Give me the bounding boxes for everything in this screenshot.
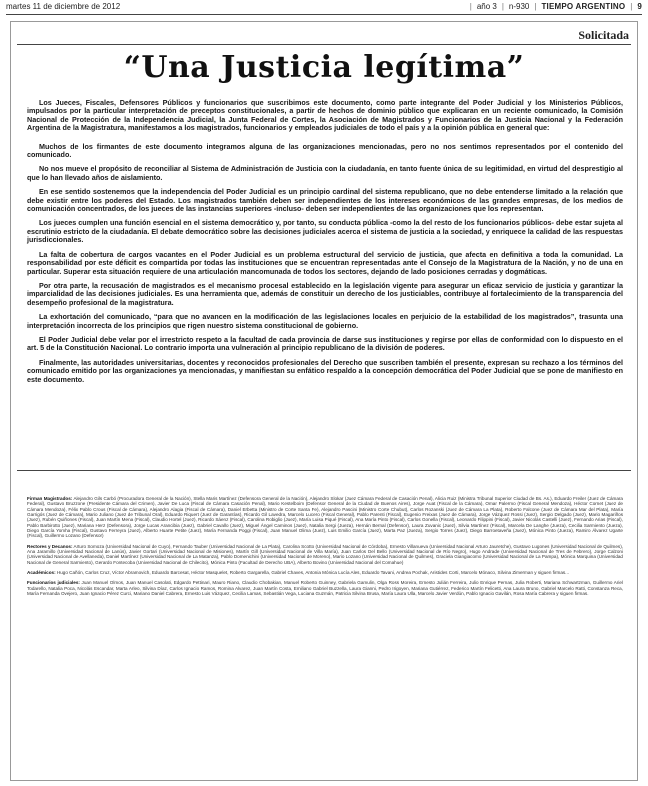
paragraph: Finalmente, las autoridades universitarias, docentes y reconocidos profesionales del Derecho que suscriben también el presente, expresan su rechazo a los términos del comunicado emitido por las organizaciones ya mencionadas, y manifiestan su enfático respaldo a la concepción democrática del Poder Judicial que se pone de manifiesto en este documento. xyxy=(27,357,623,384)
issue-date: martes 11 de diciembre de 2012 xyxy=(6,2,121,11)
signature-group-label: Funcionarios judiciales: xyxy=(27,580,80,586)
header-separator: | xyxy=(534,2,537,11)
paragraph: Por otra parte, la recusación de magistrados es el mecanismo procesal establecido en la legislación vigente para asegurar un eficaz servicio de justicia y garantizar la imparcialidad de las decisiones judiciales. Es una herramienta que, además de constituir un derecho de los justiciables, contribuye al fortalecimiento de la transparencia del desempeño profesional de la magistratura. xyxy=(27,280,623,307)
paragraph: En ese sentido sostenemos que la independencia del Poder Judicial es un principio cardinal del sistema republicano, que no debe entenderse limitado a la relación que debe existir entre los poderes del Estado. Los magistrados también deben ser independientes de los intereses económicos de las grandes empresas, de los medios de comunicación concentrados, de los jueces de las instancias superiores -incluso- deben ser independientes de las organizaciones que los representan. xyxy=(27,187,623,214)
paragraph: Los Jueces, Fiscales, Defensores Públicos y funcionarios que suscribimos este documento, como parte integrante del Poder Judicial y los Ministerios Públicos, impulsados por la particular interpretación de preceptos constitucionales, a partir de hechos de dominio público que explicaran en un reciente comunicado, la Comisión Nacional de Protección de la Independencia Judicial, la Junta Federal de Cortes, la Asociación de Magistrados y Funcionarios de la Justicia Nacional y la Federación Argentina de la Magistratura, manifestamos a los magistrados, funcionarios y empleados judiciales de todo el país y a la opinión pública en general que: xyxy=(27,98,623,133)
signature-group xyxy=(27,580,623,596)
signature-group xyxy=(27,496,623,539)
paragraph: Muchos de los firmantes de este documento integramos alguna de las organizaciones mencionadas, pero no nos sentimos representados por el contenido del comunicado. xyxy=(27,141,623,160)
header-separator: | xyxy=(469,2,472,11)
signature-names: Hugo Cañón, Carlos Cruz, Víctor Abramovich, Eduardo Barcesat, Héctor Masquelet, Roberto Gargarella, Gabriel Chaves, Antonia Mónica Lucía Ales, Eduardo Tavani, Andrea Pochak, Aristides Corti, Marcelo Mónaco, Silvina Zimerman y siguen firmas... xyxy=(56,570,569,576)
signature-names: Juan Manuel Olmos, Juan Manuel Casolati, Edgardo Pettinari, Mauro Riano, Claudio Chobakian, Manuel Roberto Guinney, Gabriela Gamulin, Olga Ross Moreira, Ernesto Julián Ferreira, Julio Enrique Pernas, Julia Roberti, Mariana Schwartzman, Guillermo Ariel Todarello, Natalia Poca, Nicolás Escandar, Marta Arleo, Silvina Díaz, Carlos Ignacio Ramos, Romina Alvarez, Juan Martín Costa, Emiliano Gabriel Buzzella, Laura Gianni, Pedro Irigoyen, Mariana Gutiérrez, Federico Martín Felicetti, Ana Laura Bruno, Gabriel Marcelo Ratti, Constanza Reca, María Fernanda Ovejero, Juan Ignacio Pérez Curci, Mariano Daniel Cabrera, Ernesto Luis Vázquez, Cecilia Lamas, Sebastián Vega, Luciana Guzmán, Patricia Silvina Brusa, María Laura Ulla, Marcelo Javier Verdún, Pablo Ignacio Gavilán, Rosa María Cabrera y siguen firmas. xyxy=(27,580,623,597)
header-rule xyxy=(6,14,642,15)
signature-group xyxy=(27,544,623,565)
signature-group xyxy=(27,570,623,575)
ad-label: Solicitada xyxy=(578,28,629,42)
signature-group-label: Rectores y Decanos: xyxy=(27,543,73,549)
signature-names: Alejandro Gils Carbó (Procuradora General de la Nación), Stella Maris Martínez (Defensora General de la Nación), Alejandro Slokar (Juez Cámara Federal de Casación Penal), Alicia Ruiz (Ministra Tribunal Superior Ciudad de Bs. As.), Eduardo Freiler (Juez de Cámara Federal), Gustavo Bruzzone (Presidente Cámara del Crimen), Javier De Luca (Fiscal de Cámara Casación Penal), Mario Kestelboim (Defensor General de la Ciudad de Buenos Aires), Jorge Auat (Fiscal de la Cámara), Omar Palermo (Fiscal General Mendoza), Héctor Cornet (Juez de Cámara Mendoza), Félix Pablo Crous (Fiscal de Cámara), Alejandro Alagia (Fiscal de Cámara), Daniel Erbetta (Ministro de Corte Santa Fe), Alejandro Pascini (Ministro Corte Chubut), Carlos Rozanski (Juez de Cámara La Plata), Roberto Falcone (Juez de Cámara Mar del Plata), María Garrigós (Juez de Cámara), Mario Juliano (Juez de Tribunal Oral), Eduardo Riquert (Juez de Garantías), Ricardo Gil Lavedra, Marcelo Lucero (Fiscal General), Pablo Parenti (Fiscal), Eugenio Freixas (Juez de Cámara), Jorge Vázquez Rossi (Juez), Sergio Delgado (Juez), Mario Magariños (Juez), Rubén Quiñones (Fiscal), Juan Martín Mena (Fiscal), Claudio Hortel (Juez), Ricardo Sáenz (Fiscal), Carolina Robiglio (Juez), María Luisa Piqué (Fiscal), Ana María Pinto (Fiscal), Carlos Gonella (Fiscal), Leonardo Filippini (Fiscal), Javier Nicolás Castelli (Juez), Fernando Arias (Fiscal), Pablo Barbirotto (Juez), Mariana Herz (Defensora), Jorge Lucas Arancibia (Juez), Gabriel Cavallo (Juez), Miguel Ángel Caminos (Juez), Natalia Sergi (Jueza), Hernán Bernal (Defensor), Laura Zuvanic (Juez), Silvia Martínez (Fiscal), Marcela De Langhe (Jueza), Cecilia Sarmiento (Jueza), Diego García Yomha (Fiscal), Gustavo Ferreyra (Juez), Alberto Huarte Petite (Juez), María Fernanda Poggi (Fiscal), Juan Manuel Olima (Juez), Luis Emilio García (Juez), Marta Paz (Jueza), Sergio Torres (Juez), Diego Barroetaveña (Juez), Mónica Pinto (Jueza), Ramiro Álvarez Ugarte (Fiscal), Guillermo Lozano (Defensor) xyxy=(27,496,623,539)
ad-top-rule xyxy=(17,44,631,45)
ad-headline: “Una Justicia legítima” xyxy=(123,50,525,85)
paragraph: Los jueces cumplen una función esencial en el sistema democrático y, por tanto, su conducta pública -como la del resto de los funcionarios públicos- debe estar sujeta al escrutinio estricto de la ciudadanía. El debate democrático sobre las decisiones judiciales acerca el sistema de justicia a la sociedad, y enriquece la calidad de las respuestas jurisdiccionales. xyxy=(27,218,623,245)
signature-group-label: Académicos: xyxy=(27,570,56,576)
signatures-block xyxy=(27,496,623,602)
header-separator: | xyxy=(501,2,504,11)
paragraph: La exhortación del comunicado, “para que no avancen en la modificación de las legislaciones locales en perjuicio de la estabilidad de los magistrados”, trasunta una interpretación incorrecta de los principios que rigen nuestro sistema constitucional de gobierno. xyxy=(27,312,623,330)
page-number: 9 xyxy=(637,2,642,11)
solicitada-ad xyxy=(10,21,638,781)
header-separator: | xyxy=(630,2,633,11)
paragraph: El Poder Judicial debe velar por el irrestricto respeto a la facultad de cada provincia de darse sus instituciones y regirse por ellas de conformidad con lo dispuesto en el art. 5 de la Constitución Nacional. Lo contrario importa una vulneración al principio republicano de la división de poderes. xyxy=(27,334,623,353)
paragraph: La falta de cobertura de cargos vacantes en el Poder Judicial es un problema estructural del servicio de justicia, que afecta en definitiva a toda la comunidad. La responsabilidad por este déficit es compartida por todas las instituciones que se encuentran representadas ante el Consejo de la Magistratura de la Nación, y no de una en particular. Superar esta situación requiere de una articulación mancomunada de todos los sectores, dejando de lado posiciones cerradas y dogmáticas. xyxy=(27,249,623,276)
signature-group-label: Firman Magistrados: xyxy=(27,496,73,501)
ad-body xyxy=(27,99,623,390)
signature-names: Arturo Somoza (Universidad Nacional de Cuyo), Fernando Tauber (Universidad Nacional de La Plata), Carolina Scotto (Universidad Nacional de Córdoba), Ernesto Villanueva (Universidad Nacional Arturo Jauretche), Gustavo Lugones (Universidad Nacional de Quilmes), Ana Jaramillo (Universidad Nacional de Lanús), Javier Gortari (Universidad Nacional de Misiones), Martín Gill (Universidad Nacional de Villa María), Juan Carlos Del Bello (Universidad Nacional de Río Negro), Hugo Andrade (Universidad Nacional de Tres de Febrero), Jorge Calzoni (Universidad Nacional de Avellaneda), Daniel Martínez (Universidad Nacional de La Matanza), Pablo Domenichini (Universidad Nacional de Moreno), Mario Lozano (Universidad Nacional de Quilmes), Graciela Giangiacomo (Universidad Nacional de La Pampa), Mónica Marquina (Universidad Nacional de General Sarmiento), Gerardo Fontecoba (Universidad Nacional de Chilecito), Mónica Pinto (Facultad de Derecho UBA), Alberto Bovino (Universidad Nacional del Comahue) xyxy=(27,543,624,565)
masthead-right xyxy=(470,0,642,14)
signatures-rule xyxy=(17,470,631,471)
issue-year: año 3 xyxy=(476,2,497,11)
paragraph: No nos mueve el propósito de reconciliar al Sistema de Administración de Justicia con la ciudadanía, en tanto fuente única de su legitimidad, en virtud del desprestigio al que lo han llevado años de aislamiento. xyxy=(27,164,623,182)
issue-number: n-930 xyxy=(508,2,530,11)
newspaper-name: TIEMPO ARGENTINO xyxy=(541,2,626,11)
newspaper-header xyxy=(0,0,648,14)
